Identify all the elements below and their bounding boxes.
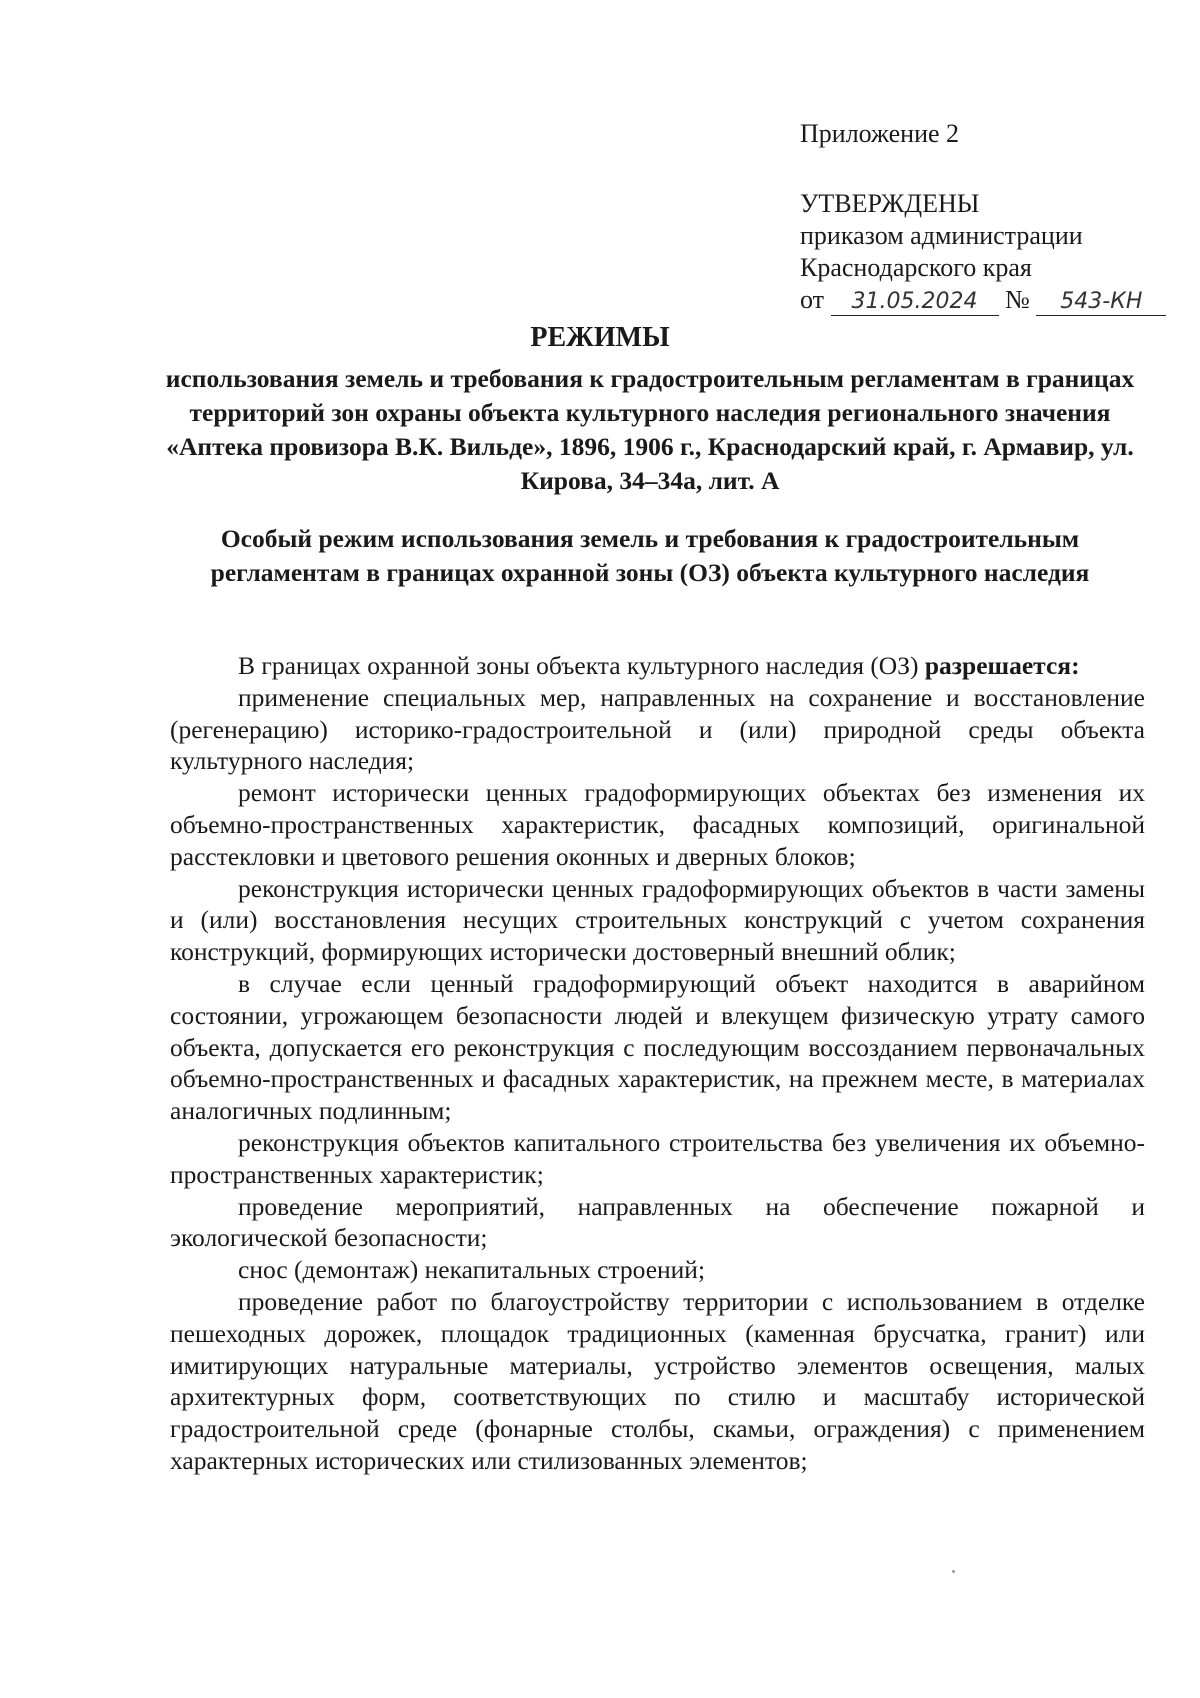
from-label: от bbox=[800, 285, 825, 314]
number-label: № bbox=[1005, 285, 1030, 314]
lead-text: В границах охранной зоны объекта культурного наследия (ОЗ) bbox=[238, 651, 925, 680]
list-item: реконструкция исторически ценных градоформирующих объектов в части замены и (или) восстановления несущих строительных конструкций с учетом сохранения конструкций, формирующих исторически достоверный внешний облик; bbox=[170, 873, 1145, 967]
approved-heading: УТВЕРЖДЕНЫ bbox=[800, 189, 980, 218]
list-item: в случае если ценный градоформирующий объект находится в аварийном состоянии, угрожающем безопасности людей и влекущем физическую утрату самого объекта, допускается его реконструкция с последующим воссозданием первоначальных объемно-пространственных и фасадных характеристик, на прежнем месте, в материалах аналогичных подлинным; bbox=[170, 968, 1145, 1126]
handwritten-number: 543-КН bbox=[1036, 289, 1166, 316]
approval-date-line bbox=[800, 284, 1166, 316]
document-body bbox=[170, 650, 1145, 1477]
approval-line-1: приказом администрации bbox=[800, 221, 1083, 250]
approval-block bbox=[800, 118, 1166, 316]
list-item: снос (демонтаж) некапитальных строений; bbox=[238, 1255, 706, 1285]
list-item: реконструкция объектов капитального строительства без увеличения их объемно-пространственных характеристик; bbox=[170, 1127, 1145, 1189]
lead-bold: разрешается: bbox=[924, 651, 1080, 680]
appendix-label: Приложение 2 bbox=[800, 119, 960, 148]
section-title: Особый режим использования земель и требования к градостроительным регламентам в границах охранной зоны (ОЗ) объекта культурного наследия bbox=[210, 524, 1090, 587]
scan-speck bbox=[952, 1570, 955, 1573]
list-item: применение специальных мер, направленных на сохранение и восстановление (регенерацию) историко-градостроительной и (или) природной среды объекта культурного наследия; bbox=[170, 682, 1145, 776]
document-subtitle: использования земель и требования к градостроительным регламентам в границах территорий зон охраны объекта культурного наследия регионального значения «Аптека провизора В.К. Вильде», 1896, 1906 г., Краснодарский край, г. Армавир, ул. Кирова, 34–34а, лит. А bbox=[165, 364, 1135, 495]
list-item: проведение работ по благоустройству территории с использованием в отделке пешеходных дорожек, площадок традиционных (каменная брусчатка, гранит) или имитирующих натуральные материалы, устройство элементов освещения, малых архитектурных форм, соответствующих по стилю и масштабу исторической градостроительной среде (фонарные столбы, скамьи, ограждения) с применением характерных исторических или стилизованных элементов; bbox=[170, 1286, 1145, 1475]
handwritten-date: 31.05.2024 bbox=[831, 289, 999, 316]
document-title: РЕЖИМЫ bbox=[530, 322, 670, 353]
approval-line-2: Краснодарского края bbox=[800, 253, 1032, 282]
lead-paragraph bbox=[170, 650, 1145, 682]
list-item: ремонт исторически ценных градоформирующих объектах без изменения их объемно-пространственных характеристик, фасадных композиций, оригинальной расстекловки и цветового решения оконных и дверных блоков; bbox=[170, 778, 1145, 871]
list-item: проведение мероприятий, направленных на обеспечение пожарной и экологической безопасности; bbox=[170, 1191, 1145, 1253]
